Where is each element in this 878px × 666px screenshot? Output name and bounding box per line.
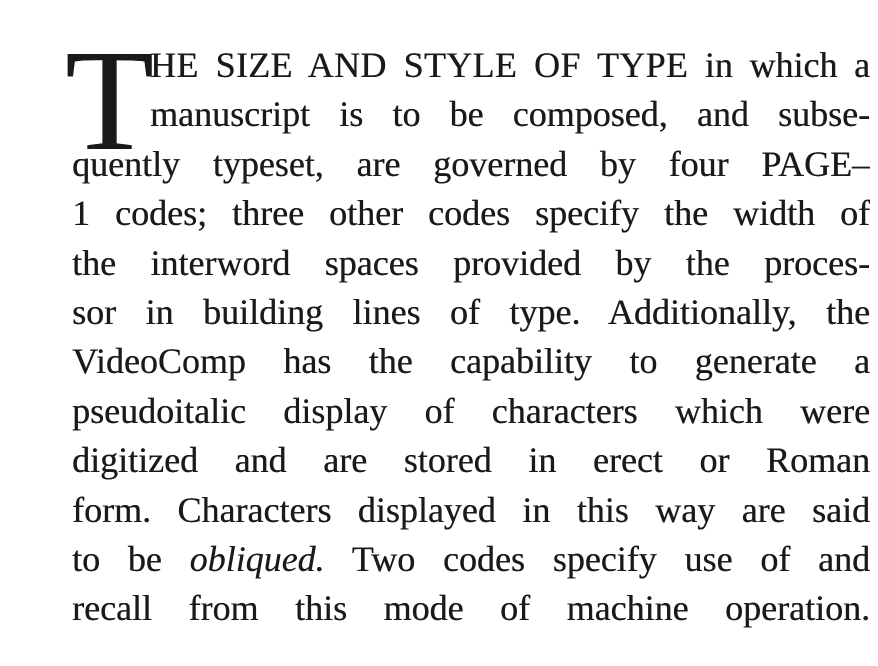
text-line-8: pseudoitalic display of characters which were bbox=[72, 390, 870, 431]
drop-cap-letter: T bbox=[65, 21, 154, 181]
text-line-6: sor in building lines of type. Additionally, the bbox=[72, 291, 870, 332]
text-line-5: the interword spaces provided by the proces- bbox=[72, 242, 870, 283]
text-line-10: form. Characters displayed in this way are said bbox=[72, 489, 870, 530]
text-line-2: manuscript is to be composed, and subse- bbox=[150, 94, 870, 135]
text-line-1-rest: in which a bbox=[688, 45, 870, 85]
text-line-11 bbox=[72, 535, 870, 584]
text-line-1 bbox=[72, 41, 870, 90]
text-line-4: 1 codes; three other codes specify the width of bbox=[72, 193, 870, 234]
paragraph bbox=[65, 21, 870, 634]
text-line-12: recall from this mode of machine operation. bbox=[72, 588, 870, 629]
text-line-9: digitized and are stored in erect or Roman bbox=[72, 440, 870, 481]
text-line-7: VideoComp has the capability to generate a bbox=[72, 341, 870, 382]
italic-word-obliqued: obliqued. bbox=[189, 538, 325, 579]
opening-caps-phrase: HE SIZE AND STYLE OF TYPE bbox=[150, 45, 689, 85]
text-line-11-pre: to be bbox=[72, 538, 190, 579]
text-line-3: quently typeset, are governed by four PAGE– bbox=[72, 143, 870, 184]
text-line-11-post: Two codes specify use of and bbox=[324, 538, 870, 579]
